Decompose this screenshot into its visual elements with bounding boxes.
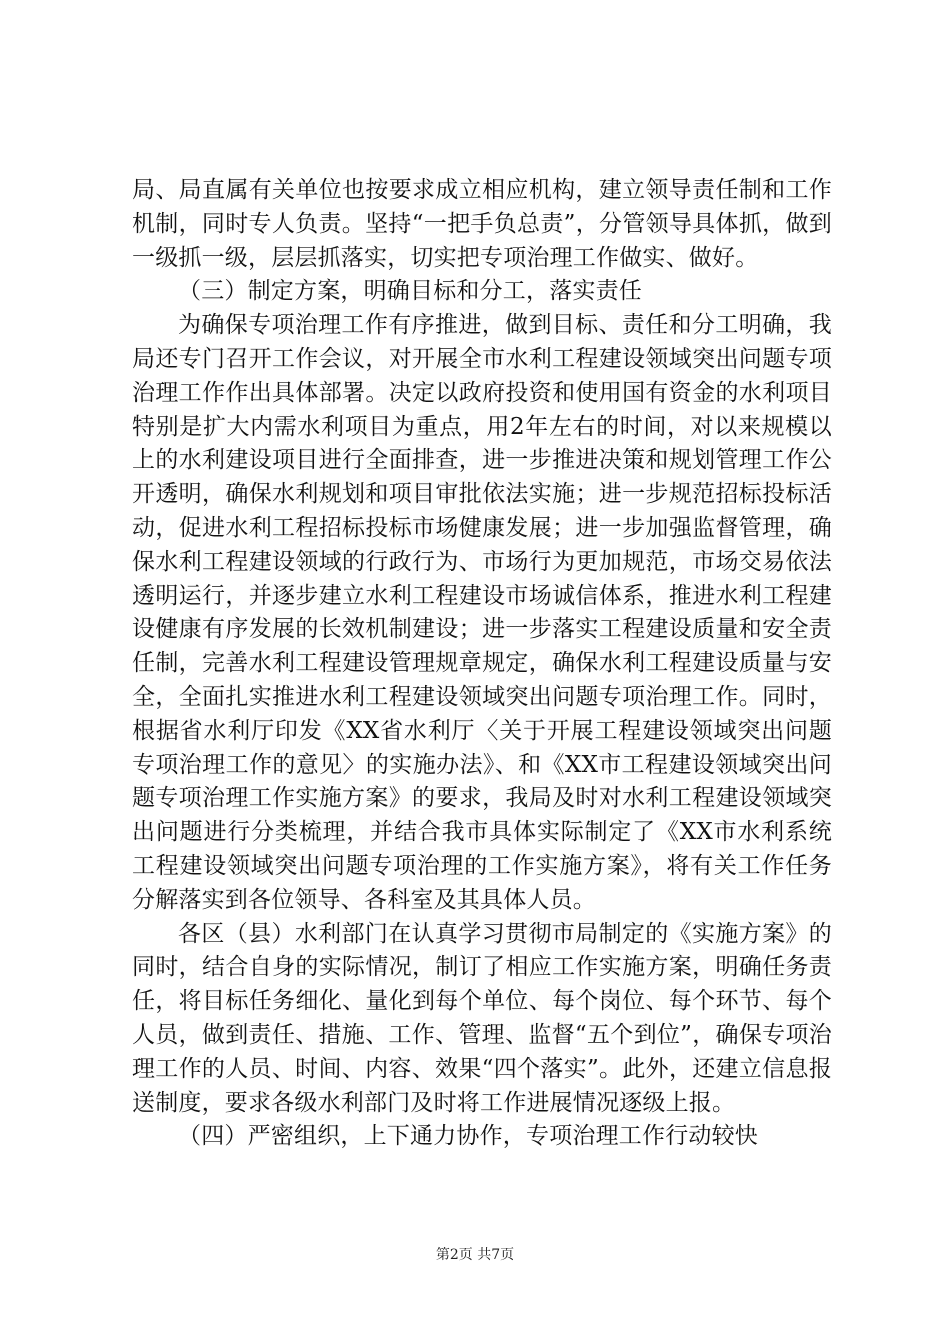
paragraph-districts: 各区（县）水利部门在认真学习贯彻市局制定的《实施方案》的同时，结合自身的实际情况，制订了相应工作实施方案，明确任务责任，将目标任务细化、量化到每个单位、每个岗位、每个环节、每个人员，做到责任、措施、工作、管理、监督“五个到位”，确保专项治理工作的人员、时间、内容、效果“四个落实”。此外，还建立信息报送制度，要求各级水利部门及时将工作进展情况逐级上报。 <box>132 920 832 1116</box>
document-body <box>132 174 832 1154</box>
section-heading-3: （三）制定方案，明确目标和分工，落实责任 <box>178 278 642 305</box>
page-number-footer: 第2页 共7页 <box>435 1247 515 1263</box>
paragraph-continuation: 局、局直属有关单位也按要求成立相应机构，建立领导责任制和工作机制，同时专人负责。坚持“一把手负总责”，分管领导具体抓，做到一级抓一级，层层抓落实，切实把专项治理工作做实、做好。 <box>132 177 832 271</box>
section-heading-4: （四）严密组织，上下通力协作，专项治理工作行动较快 <box>178 1123 758 1150</box>
paragraph-plan: 为确保专项治理工作有序推进，做到目标、责任和分工明确，我局还专门召开工作会议，对开展全市水利工程建设领域突出问题专项治理工作作出具体部署。决定以政府投资和使用国有资金的水利项目特别是扩大内需水利项目为重点，用2年左右的时间，对以来规模以上的水利建设项目进行全面排查，进一步推进决策和规划管理工作公开透明，确保水利规划和项目审批依法实施；进一步规范招标投标活动，促进水利工程招标投标市场健康发展；进一步加强监督管理，确保水利工程建设领域的行政行为、市场行为更加规范，市场交易依法透明运行，并逐步建立水利工程建设市场诚信体系，推进水利工程建设健康有序发展的长效机制建设；进一步落实工程建设质量和安全责任制，完善水利工程建设管理规章规定，确保水利工程建设质量与安全，全面扎实推进水利工程建设领域突出问题专项治理工作。同时，根据省水利厅印发《XX省水利厅〈关于开展工程建设领域突出问题专项治理工作的意见〉的实施办法》、和《XX市工程建设领域突出问题专项治理工作实施方案》的要求，我局及时对水利工程建设领域突出问题进行分类梳理，并结合我市具体实际制定了《XX市水利系统工程建设领域突出问题专项治理的工作实施方案》，将有关工作任务分解落实到各位领导、各科室及其具体人员。 <box>132 312 832 913</box>
